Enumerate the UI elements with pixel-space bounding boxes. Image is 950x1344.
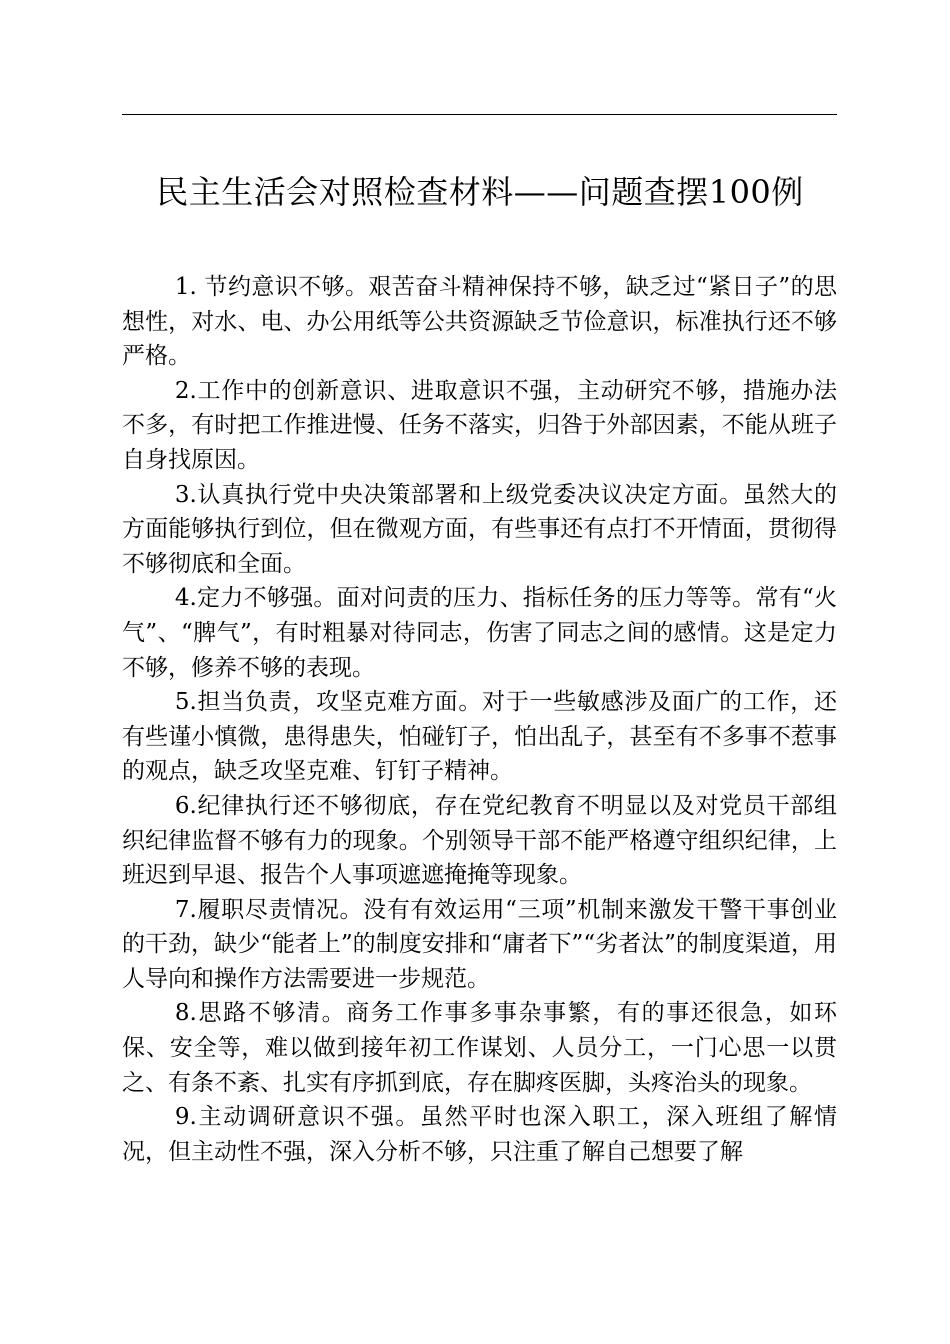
paragraph-7: 7.履职尽责情况。没有有效运用“三项”机制来激发干警干事创业的干劲，缺少“能者上”的制度安排和“庸者下”“劣者汰”的制度渠道，用人导向和操作方法需要进一步规范。 [122, 896, 837, 992]
paragraph-6: 6.纪律执行还不够彻底，存在党纪教育不明显以及对党员干部组织纪律监督不够有力的现象。个别领导干部不能严格遵守组织纪律，上班迟到早退、报告个人事项遮遮掩掩等现象。 [122, 792, 837, 889]
paragraph-3: 3.认真执行党中央决策部署和上级党委决议决定方面。虽然大的方面能够执行到位，但在微观方面，有些事还有点打不开情面，贯彻得不够彻底和全面。 [122, 481, 837, 577]
paragraph-4: 4.定力不够强。面对问责的压力、指标任务的压力等等。常有“火气”、“脾气”，有时粗暴对待同志，伤害了同志之间的感情。这是定力不够，修养不够的表现。 [122, 585, 837, 681]
paragraph-9: 9.主动调研意识不强。虽然平时也深入职工，深入班组了解情况，但主动性不强，深入分析不够，只注重了解自己想要了解 [122, 1104, 837, 1165]
paragraph-8: 8.思路不够清。商务工作事多事杂事繁，有的事还很急，如环保、安全等，难以做到接年初工作谋划、人员分工，一门心思一以贯之、有条不紊、扎实有序抓到底，存在脚疼医脚，头疼治头的现象。 [122, 1000, 837, 1096]
document-body [122, 270, 837, 1169]
paragraph-5: 5.担当负责，攻坚克难方面。对于一些敏感涉及面广的工作，还有些谨小慎微，患得患失，怕碰钉子，怕出乱子，甚至有不多事不惹事的观点，缺乏攻坚克难、钉钉子精神。 [122, 689, 837, 785]
header-rule [122, 114, 837, 115]
paragraph-2: 2.工作中的创新意识、进取意识不强，主动研究不够，措施办法不多，有时把工作推进慢、任务不落实，归咎于外部因素，不能从班子自身找原因。 [122, 377, 837, 473]
document-title: 民主生活会对照检查材料——问题查摆100例 [156, 173, 804, 211]
paragraph-1: 1. 节约意识不够。艰苦奋斗精神保持不够，缺乏过“紧日子”的思想性，对水、电、办公用纸等公共资源缺乏节俭意识，标准执行还不够严格。 [122, 274, 837, 370]
